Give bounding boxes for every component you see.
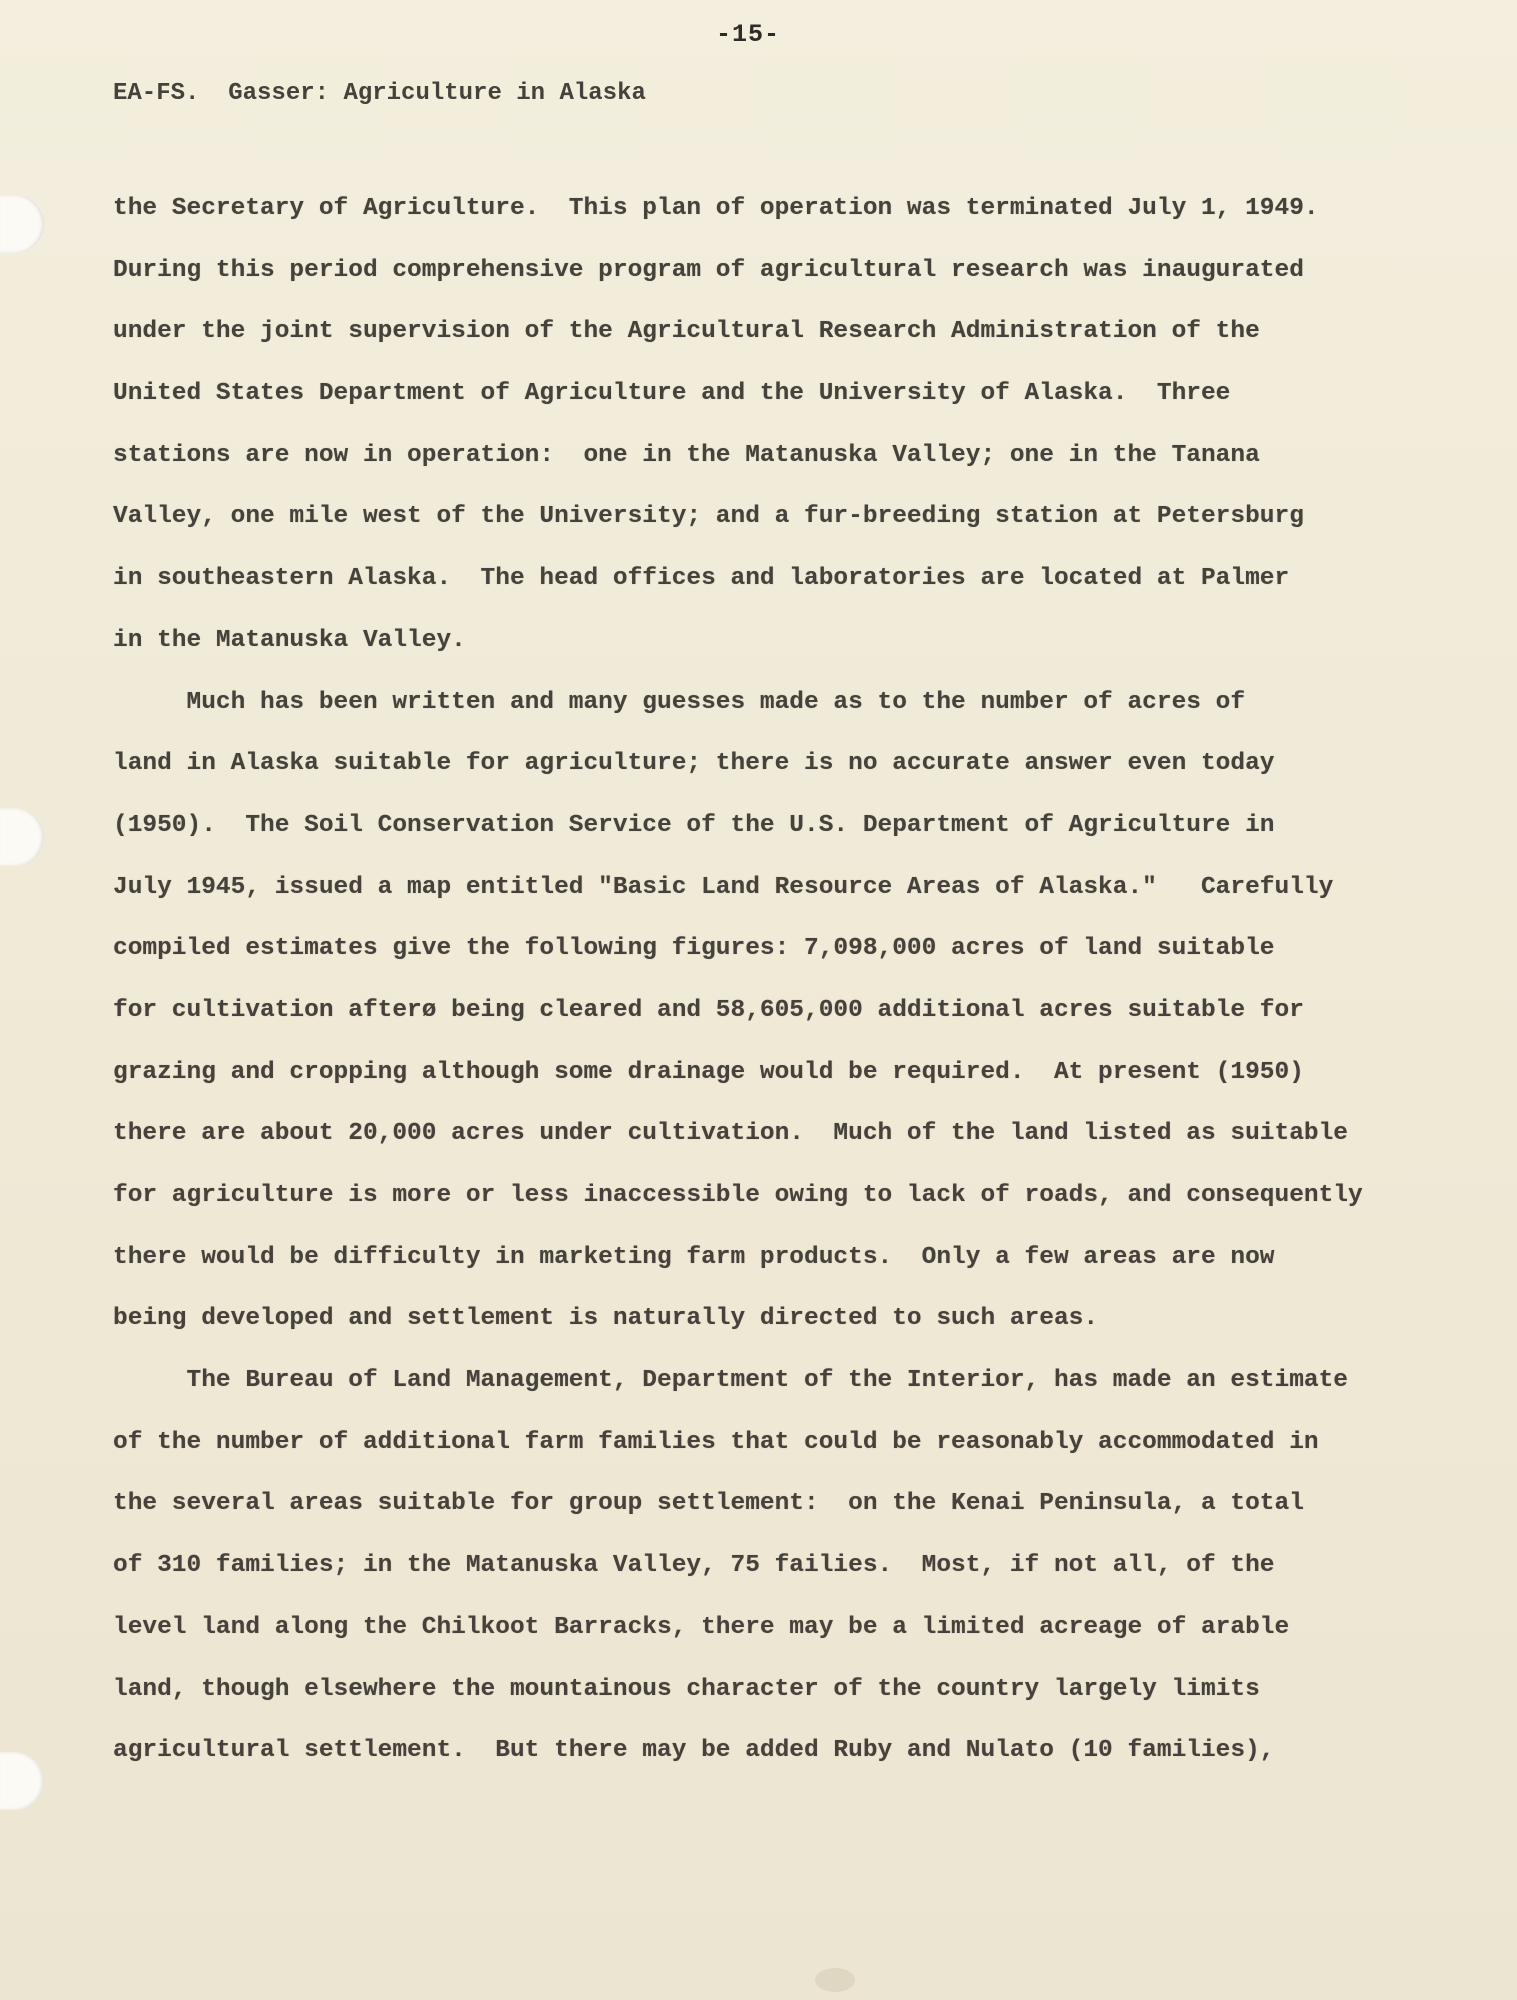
text-line: being developed and settlement is naturally directed to such areas. <box>113 1305 1099 1333</box>
punch-hole <box>0 808 44 866</box>
page-number: -15- <box>716 20 781 49</box>
text-line: July 1945, issued a map entitled "Basic Land Resource Areas of Alaska." Carefully <box>113 873 1334 901</box>
text-line: under the joint supervision of the Agricultural Research Administration of the <box>113 318 1260 346</box>
text-line: there are about 20,000 acres under cultivation. Much of the land listed as suitable <box>113 1120 1349 1148</box>
text-line: land, though elsewhere the mountainous character of the country largely limits <box>113 1675 1260 1703</box>
punch-hole <box>0 1752 44 1810</box>
text-line: for agriculture is more or less inaccessible owing to lack of roads, and consequently <box>113 1182 1363 1209</box>
text-line: The Bureau of Land Management, Department of the Interior, has made an estimate <box>113 1367 1349 1395</box>
paper-smudge <box>815 1968 855 1992</box>
text-line: for cultivation afterø being cleared and 58,605,000 additional acres suitable for <box>113 996 1304 1024</box>
text-line: During this period comprehensive program of agricultural research was inaugurated <box>113 256 1304 284</box>
text-line: the Secretary of Agriculture. This plan of operation was terminated July 1, 1949. <box>113 195 1319 222</box>
text-line: United States Department of Agriculture and the University of Alaska. Three <box>113 380 1231 408</box>
text-line: stations are now in operation: one in the Matanuska Valley; one in the Tanana <box>113 441 1260 469</box>
text-line: grazing and cropping although some drainage would be required. At present (1950) <box>113 1058 1304 1086</box>
text-line: compiled estimates give the following figures: 7,098,000 acres of land suitable <box>113 935 1275 963</box>
punch-hole <box>0 195 44 253</box>
text-line: agricultural settlement. But there may be added Ruby and Nulato (10 families), <box>113 1737 1275 1765</box>
text-line: of the number of additional farm families that could be reasonably accommodated in <box>113 1428 1319 1456</box>
text-line: Much has been written and many guesses made as to the number of acres of <box>113 688 1246 716</box>
text-line: in southeastern Alaska. The head offices and laboratories are located at Palmer <box>113 565 1290 593</box>
text-line: the several areas suitable for group settlement: on the Kenai Peninsula, a total <box>113 1490 1304 1518</box>
running-header: EA-FS. Gasser: Agriculture in Alaska <box>113 80 646 107</box>
text-line: land in Alaska suitable for agriculture; there is no accurate answer even today <box>113 750 1275 778</box>
text-line: there would be difficulty in marketing farm products. Only a few areas are now <box>113 1243 1275 1271</box>
body-text <box>113 195 1443 1799</box>
text-line: Valley, one mile west of the University; and a fur-breeding station at Petersburg <box>113 503 1304 531</box>
text-line: in the Matanuska Valley. <box>113 626 466 654</box>
text-line: of 310 families; in the Matanuska Valley, 75 failies. Most, if not all, of the <box>113 1552 1275 1580</box>
text-line: (1950). The Soil Conservation Service of the U.S. Department of Agriculture in <box>113 811 1275 839</box>
text-line: level land along the Chilkoot Barracks, there may be a limited acreage of arable <box>113 1613 1290 1641</box>
